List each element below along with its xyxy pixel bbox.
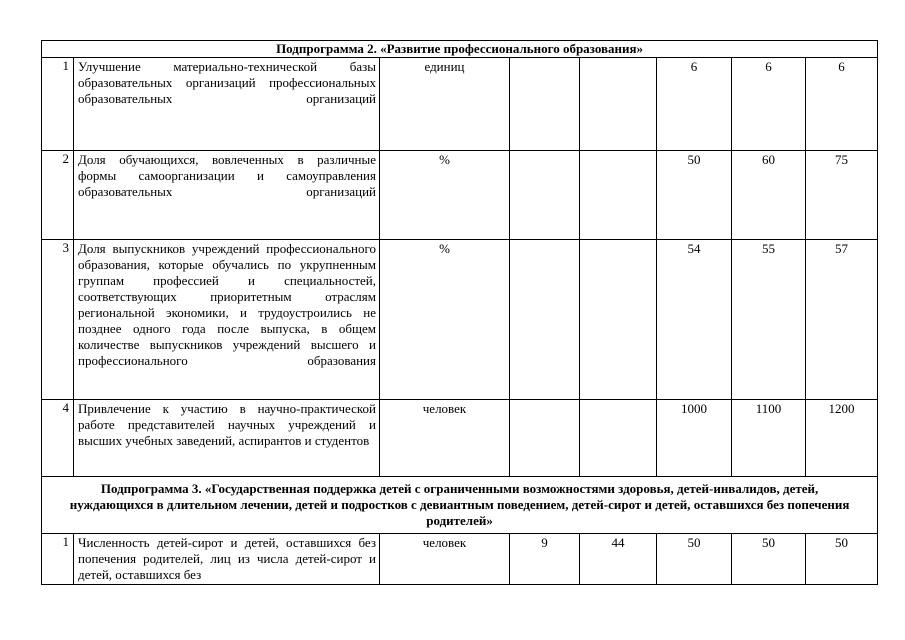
table-row (42, 240, 878, 400)
row-number: 3 (42, 240, 74, 400)
value-cell-2 (580, 400, 657, 477)
value-cell-5: 75 (806, 151, 878, 240)
indicators-table (41, 40, 878, 585)
row-number: 4 (42, 400, 74, 477)
indicator-name: Доля обучающихся, вовлеченных в различные формы самоорганизации и самоуправления образовательных организаций (74, 151, 380, 240)
value-cell-1 (510, 151, 580, 240)
unit-cell: единиц (380, 58, 510, 151)
table-row (42, 58, 878, 151)
value-cell-3: 6 (657, 58, 732, 151)
indicator-name: Привлечение к участию в научно-практической работе представителей научных учреждений и высших учебных заведений, аспирантов и студентов (74, 400, 380, 477)
subprogram-3-title: Подпрограмма 3. «Государственная поддержка детей с ограниченными возможностями здоровья, детей-инвалидов, детей, нуждающихся в длительном лечении, детей и подростков с девиантным поведением, детей-сирот и детей, оставшихся без попечения родителей» (42, 477, 878, 534)
unit-cell: % (380, 240, 510, 400)
value-cell-1 (510, 400, 580, 477)
value-cell-3: 1000 (657, 400, 732, 477)
value-cell-4: 6 (732, 58, 806, 151)
table-row (42, 151, 878, 240)
subprogram-2-header-row (42, 41, 878, 58)
value-cell-4: 60 (732, 151, 806, 240)
value-cell-2 (580, 58, 657, 151)
value-cell-4: 1100 (732, 400, 806, 477)
row-number: 1 (42, 534, 74, 585)
value-cell-4: 50 (732, 534, 806, 585)
value-cell-3: 50 (657, 534, 732, 585)
table-row (42, 534, 878, 585)
value-cell-3: 50 (657, 151, 732, 240)
value-cell-2 (580, 240, 657, 400)
value-cell-1 (510, 240, 580, 400)
subprogram-2-title: Подпрограмма 2. «Развитие профессионального образования» (42, 41, 878, 58)
value-cell-2: 44 (580, 534, 657, 585)
value-cell-3: 54 (657, 240, 732, 400)
row-number: 2 (42, 151, 74, 240)
value-cell-2 (580, 151, 657, 240)
value-cell-4: 55 (732, 240, 806, 400)
value-cell-1 (510, 58, 580, 151)
value-cell-5: 50 (806, 534, 878, 585)
value-cell-5: 6 (806, 58, 878, 151)
value-cell-5: 1200 (806, 400, 878, 477)
indicator-name: Доля выпускников учреждений профессионального образования, которые обучались по укрупненным группам профессией и специальностей, соответствующих приоритетным отраслям региональной экономики, и трудоустроились не позднее одного года после выпуска, в общем количестве выпускников учреждений высшего и профессионального образования (74, 240, 380, 400)
unit-cell: человек (380, 534, 510, 585)
value-cell-5: 57 (806, 240, 878, 400)
unit-cell: % (380, 151, 510, 240)
value-cell-1: 9 (510, 534, 580, 585)
unit-cell: человек (380, 400, 510, 477)
row-number: 1 (42, 58, 74, 151)
indicator-name: Численность детей-сирот и детей, оставшихся без попечения родителей, лиц из числа детей-сирот и детей, оставшихся без (74, 534, 380, 585)
indicator-name: Улучшение материально-технической базы образовательных организаций профессиональных образовательных организаций (74, 58, 380, 151)
subprogram-3-header-row (42, 477, 878, 534)
table-row (42, 400, 878, 477)
